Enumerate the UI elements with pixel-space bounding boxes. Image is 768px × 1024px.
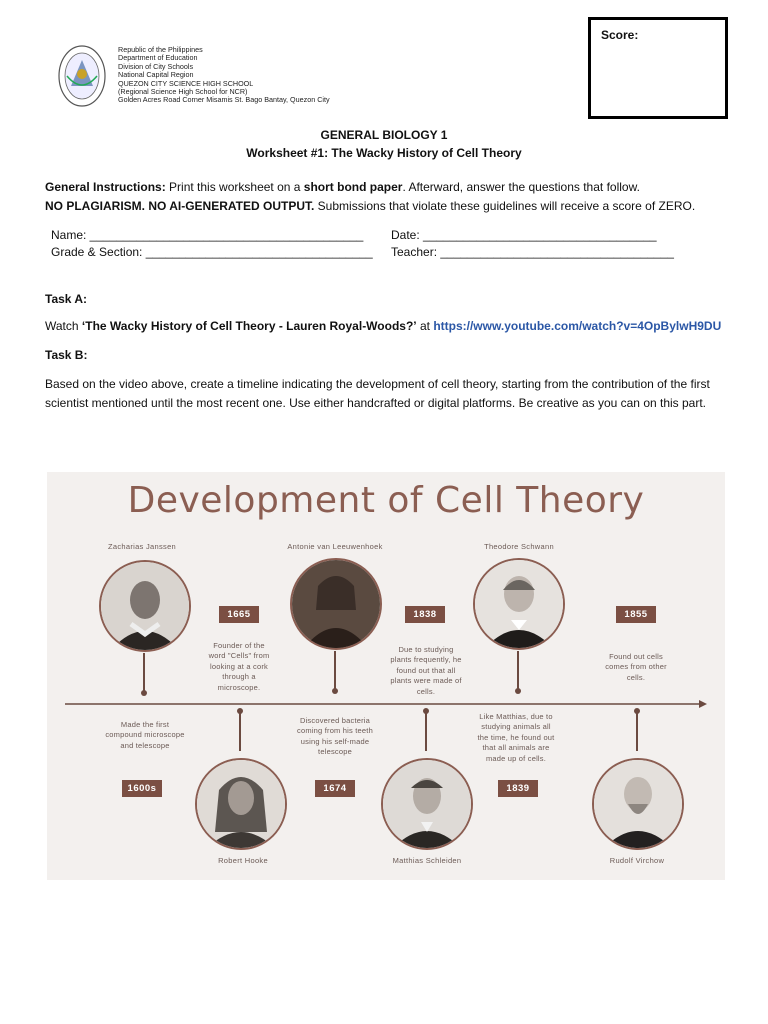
header-line: Republic of the Philippines bbox=[118, 45, 203, 54]
course-title: GENERAL BIOLOGY 1 bbox=[320, 128, 448, 142]
warning-text: Submissions that violate these guidelines will receive a score of ZERO. bbox=[314, 199, 696, 213]
connector bbox=[334, 651, 336, 691]
score-box bbox=[588, 17, 728, 119]
connector bbox=[636, 711, 638, 751]
school-header bbox=[118, 46, 330, 105]
event-description: Founder of the word "Cells" from looking at a cork through a microscope. bbox=[208, 641, 270, 692]
connector-dot bbox=[332, 688, 338, 694]
header-line: National Capital Region bbox=[118, 70, 194, 80]
timeline-arrow bbox=[699, 700, 707, 708]
header-line: QUEZON CITY SCIENCE HIGH SCHOOL bbox=[118, 78, 254, 88]
task-a-text bbox=[45, 317, 745, 336]
portrait-rudolf-virchow bbox=[592, 758, 684, 850]
header-line: Division of City Schools bbox=[118, 61, 194, 71]
year-badge: 1665 bbox=[219, 606, 259, 623]
year-badge: 1839 bbox=[498, 780, 538, 797]
event-description: Made the first compound microscope and telescope bbox=[105, 720, 185, 750]
event-description: Like Matthias, due to studying animals all the time, he found out that all animals are made up of cells. bbox=[477, 712, 555, 763]
general-instructions bbox=[45, 178, 735, 216]
plagiarism-warning: NO PLAGIARISM. NO AI-GENERATED OUTPUT. bbox=[45, 199, 315, 213]
portrait-theodore-schwann bbox=[473, 558, 565, 650]
portrait-antonie-van-leeuwenhoek bbox=[290, 558, 382, 650]
scientist-name: Theodore Schwann bbox=[484, 542, 554, 551]
header-line: Golden Acres Road Corner Misamis St. Bago Bantay, Quezon City bbox=[118, 95, 330, 105]
video-title: ‘The Wacky History of Cell Theory - Lauren Royal-Woods?’ bbox=[81, 319, 417, 333]
scientist-name: Rudolf Virchow bbox=[609, 856, 665, 865]
year-badge: 1600s bbox=[122, 780, 162, 797]
instructions-bold: short bond paper bbox=[303, 180, 403, 194]
scientist-name: Matthias Schleiden bbox=[392, 856, 462, 865]
date-field[interactable]: Date: ___________________________________ bbox=[391, 228, 657, 242]
at-text: at bbox=[416, 319, 434, 333]
header-line: (Regional Science High School for NCR) bbox=[118, 87, 248, 97]
cell-theory-infographic bbox=[47, 472, 725, 880]
event-description: Discovered bacteria coming from his teeth using his self-made telescope bbox=[297, 716, 373, 757]
portrait-zacharias-janssen bbox=[99, 560, 191, 652]
event-description: Found out cells comes from other cells. bbox=[605, 652, 667, 682]
event-description: Due to studying plants frequently, he found out that all plants were made of cells. bbox=[390, 645, 462, 696]
year-badge: 1674 bbox=[315, 780, 355, 797]
grade-section-field[interactable]: Grade & Section: __________________________________ bbox=[51, 245, 373, 259]
school-seal-logo bbox=[57, 44, 107, 108]
scientist-name: Robert Hooke bbox=[218, 856, 268, 865]
instructions-text: Print this worksheet on a bbox=[165, 180, 304, 194]
instructions-text-2: . Afterward, answer the questions that follow. bbox=[402, 180, 640, 194]
video-link[interactable]: https://www.youtube.com/watch?v=4OpBylwH9DU bbox=[433, 319, 722, 333]
portrait-robert-hooke bbox=[195, 758, 287, 850]
worksheet-titles bbox=[0, 126, 768, 162]
header-line: Department of Education bbox=[118, 53, 198, 63]
infographic-title: Development of Cell Theory bbox=[127, 480, 645, 521]
scientist-name: Antonie van Leeuwenhoek bbox=[287, 542, 383, 551]
task-a-label: Task A: bbox=[45, 292, 88, 306]
connector bbox=[517, 651, 519, 691]
connector-dot bbox=[515, 688, 521, 694]
teacher-field[interactable]: Teacher: ___________________________________ bbox=[391, 245, 674, 259]
task-b-text: Based on the video above, create a timeline indicating the development of cell theory, starting from the contribution of the first scientist mentioned until the most recent one. Use either handcrafted or digital platforms. Be creative as you can on this part. bbox=[45, 377, 710, 410]
connector bbox=[239, 711, 241, 751]
worksheet-title: Worksheet #1: The Wacky History of Cell Theory bbox=[246, 146, 522, 160]
connector-dot bbox=[141, 690, 147, 696]
portrait-matthias-schleiden bbox=[381, 758, 473, 850]
scientist-name: Zacharias Janssen bbox=[107, 542, 177, 551]
connector bbox=[425, 711, 427, 751]
score-label: Score: bbox=[601, 28, 639, 42]
year-badge: 1838 bbox=[405, 606, 445, 623]
year-badge: 1855 bbox=[616, 606, 656, 623]
watch-text: Watch bbox=[45, 319, 82, 333]
task-b-label: Task B: bbox=[45, 348, 88, 362]
connector bbox=[143, 653, 145, 693]
name-field[interactable]: Name: _________________________________________ bbox=[51, 228, 364, 242]
instructions-label: General Instructions: bbox=[45, 180, 166, 194]
